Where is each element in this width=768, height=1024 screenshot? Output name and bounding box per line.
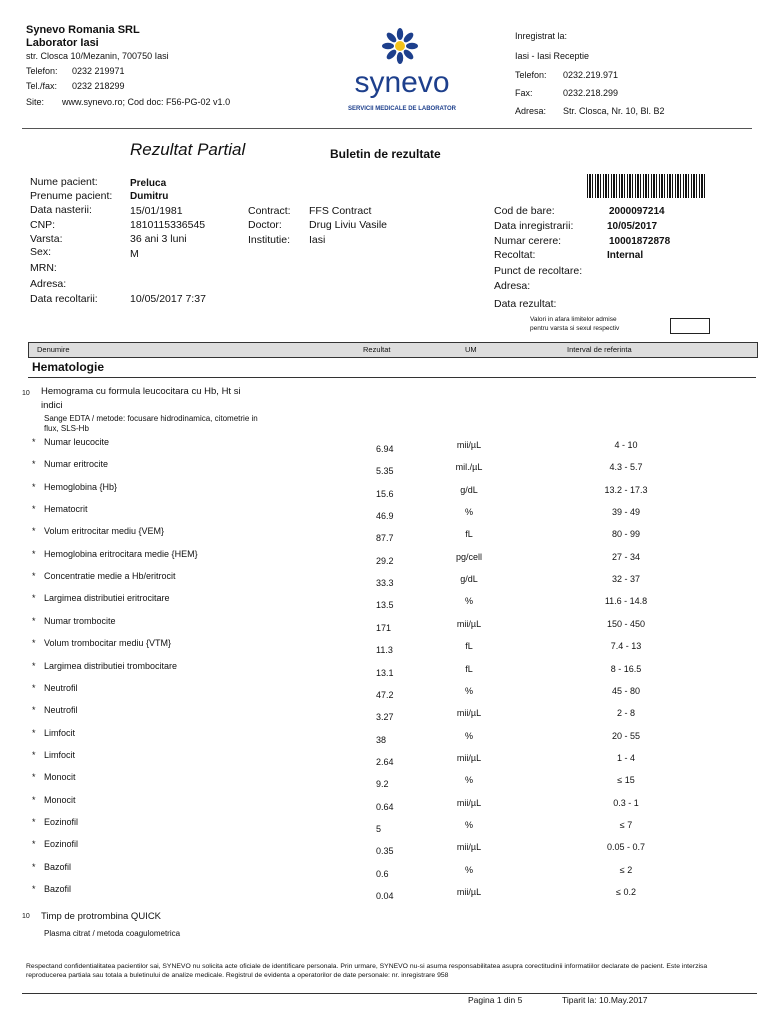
- result-unit: mii/µL: [456, 797, 482, 808]
- table-row: [0, 750, 768, 772]
- result-name: Largimea distributiei eritrocitare: [44, 593, 170, 604]
- result-star: *: [32, 682, 36, 693]
- patient-firstname-label: Prenume pacient:: [30, 190, 113, 202]
- confidentiality-note: Respectand confidentialitatea pacientilor sai, SYNEVO nu solicita acte oficiale de identificare personala. Prin urmare, SYNEVO nu-si asuma responsabilitatea asupra corectitudinii informatiilor declarate de pacient. Este interzisa reproducerea partiala sau totala a buletinului de analize medicale. Registrul de evidenta a operatorilor de date personale: nr. inregistrare 958: [26, 963, 708, 979]
- result-range: 45 - 80: [611, 685, 641, 696]
- result-value: 87.7: [376, 533, 394, 544]
- barcode-label: Cod de bare:: [494, 205, 555, 217]
- result-range: 1 - 4: [616, 752, 635, 763]
- registered-address-label: Adresa:: [515, 106, 547, 116]
- result-value: 3.27: [376, 712, 394, 723]
- result-name: Numar trombocite: [44, 615, 116, 626]
- patient-sex: M: [130, 248, 139, 260]
- test1-method-line1: Sange EDTA / metode: focusare hidrodinamica, citometrie in: [44, 414, 258, 423]
- result-unit: fL: [465, 641, 473, 652]
- test2-method: Plasma citrat / metoda coagulometrica: [44, 929, 181, 938]
- logo-tagline: SERVICII MEDICALE DE LABORATOR: [347, 106, 457, 112]
- barcode-image: [587, 174, 707, 198]
- result-unit: mii/µL: [456, 618, 482, 629]
- result-unit: mii/µL: [456, 440, 482, 450]
- ref-legend-box: [670, 318, 710, 334]
- result-unit: mii/µL: [456, 708, 482, 719]
- result-name: Hemoglobina eritrocitara medie {HEM}: [44, 548, 198, 559]
- table-row: [0, 772, 768, 794]
- barcode-value: 2000097214: [609, 206, 665, 217]
- result-star: *: [32, 504, 36, 515]
- result-unit: %: [464, 819, 473, 830]
- result-value: 29.2: [376, 555, 394, 566]
- test1-name-line1: Hemograma cu formula leucocitara cu Hb, Ht si: [41, 386, 241, 397]
- ref-note-line2: pentru varsta si sexul respectiv: [530, 325, 620, 332]
- result-star: *: [32, 571, 36, 582]
- registered-phone: 0232.219.971: [563, 70, 619, 80]
- patient-cnp-label: CNP:: [30, 219, 56, 231]
- table-row: [0, 839, 768, 861]
- result-unit: %: [464, 730, 473, 741]
- doctor-value: Drug Liviu Vasile: [309, 219, 388, 231]
- collected-label: Recoltat:: [494, 249, 536, 261]
- table-row: [0, 482, 768, 504]
- institution-label: Institutie:: [248, 234, 291, 246]
- registered-location: Iasi - Iasi Receptie: [515, 51, 590, 61]
- result-name: Limfocit: [44, 727, 76, 738]
- result-value: 6.94: [376, 444, 394, 454]
- result-range: 80 - 99: [611, 529, 641, 540]
- lab-phone: 0232 219971: [72, 66, 125, 76]
- result-name: Limfocit: [44, 749, 76, 760]
- patient-collect-date: 10/05/2017 7:37: [130, 293, 206, 305]
- result-star: *: [32, 794, 36, 805]
- result-value: 11.3: [376, 645, 393, 656]
- result-name: Largimea distributiei trombocitare: [44, 660, 178, 671]
- result-range: 4.3 - 5.7: [609, 462, 643, 473]
- results-column-header: [28, 342, 758, 358]
- table-row: [0, 661, 768, 683]
- lab-name: Laborator Iasi: [26, 37, 99, 49]
- result-unit: %: [464, 685, 473, 696]
- patient-firstname: Dumitru: [130, 191, 169, 202]
- result-value: 33.3: [376, 578, 394, 589]
- doctor-label: Doctor:: [248, 219, 282, 231]
- footer-divider: [22, 993, 757, 994]
- logo-brand: synevo: [354, 66, 450, 99]
- lab-site-label: Site:: [26, 97, 45, 107]
- lab-phone-label: Telefon:: [26, 66, 58, 76]
- result-star: *: [32, 660, 36, 671]
- result-range: ≤ 0.2: [616, 887, 636, 897]
- contract-label: Contract:: [248, 205, 291, 217]
- result-name: Volum trombocitar mediu {VTM}: [44, 638, 172, 649]
- result-name: Neutrofil: [44, 705, 78, 716]
- result-unit: %: [464, 775, 473, 786]
- table-row: [0, 638, 768, 660]
- result-unit: mii/µL: [456, 752, 482, 763]
- result-name: Volum eritrocitar mediu {VEM}: [44, 526, 165, 537]
- result-range: 27 - 34: [611, 551, 641, 562]
- result-unit: fL: [465, 529, 473, 540]
- registered-fax-label: Fax:: [515, 88, 533, 98]
- result-range: 2 - 8: [616, 708, 635, 719]
- registration-date-label: Data inregistrarii:: [494, 220, 574, 232]
- result-value: 46.9: [376, 511, 394, 522]
- request-number-label: Numar cerere:: [494, 235, 562, 247]
- table-row: [0, 884, 768, 906]
- result-unit: g/dL: [460, 484, 478, 495]
- result-unit: fL: [465, 663, 473, 674]
- result-date-label: Data rezultat:: [494, 298, 557, 310]
- page-number: Pagina 1 din 5: [468, 995, 523, 1005]
- result-value: 5.35: [376, 466, 394, 477]
- result-star: *: [32, 615, 36, 626]
- result-unit: mil./µL: [455, 462, 483, 473]
- result-star: *: [32, 593, 36, 604]
- result-name: Concentratie medie a Hb/eritrocit: [44, 571, 176, 582]
- patient-mrn-label: MRN:: [30, 262, 57, 274]
- result-value: 38: [376, 734, 387, 745]
- result-range: 0.3 - 1: [613, 797, 639, 808]
- document-title: Rezultat Partial: [130, 140, 246, 159]
- table-row: [0, 817, 768, 839]
- patient-sex-label: Sex:: [30, 246, 52, 258]
- registered-fax: 0232.218.299: [563, 88, 619, 98]
- result-value: 5: [376, 823, 382, 834]
- result-value: 171: [376, 622, 392, 633]
- result-name: Neutrofil: [44, 682, 78, 693]
- result-name: Monocit: [44, 794, 76, 805]
- test2-code: 10: [22, 913, 30, 920]
- result-range: 4 - 10: [614, 440, 638, 450]
- registration-date: 10/05/2017: [607, 221, 658, 232]
- result-range: 32 - 37: [611, 574, 641, 585]
- result-value: 13.5: [376, 600, 394, 611]
- result-star: *: [32, 459, 36, 470]
- result-unit: mii/µL: [456, 842, 482, 853]
- result-range: 7.4 - 13: [610, 641, 642, 652]
- contract-value: FFS Contract: [309, 205, 372, 217]
- result-unit: pg/cell: [455, 551, 482, 562]
- result-range: ≤ 2: [619, 864, 633, 875]
- test1-method-line2: flux, SLS-Hb: [44, 424, 89, 433]
- result-value: 15.6: [376, 488, 394, 499]
- result-unit: g/dL: [460, 574, 478, 585]
- result-unit: %: [464, 596, 473, 607]
- result-star: *: [32, 481, 36, 492]
- registered-address: Str. Closca, Nr. 10, Bl. B2: [563, 106, 665, 116]
- request-number: 10001872878: [609, 236, 671, 247]
- registered-phone-label: Telefon:: [515, 70, 547, 80]
- result-star: *: [32, 638, 36, 649]
- result-unit: %: [464, 864, 473, 875]
- result-value: 0.04: [376, 891, 394, 901]
- result-range: 0.05 - 0.7: [606, 842, 646, 853]
- result-range: ≤ 15: [617, 775, 635, 786]
- table-row: [0, 795, 768, 817]
- result-range: ≤ 7: [619, 819, 633, 830]
- result-star: *: [32, 727, 36, 738]
- result-star: *: [32, 884, 36, 894]
- table-row: [0, 616, 768, 638]
- result-name: Eozinofil: [44, 816, 79, 827]
- result-star: *: [32, 705, 36, 716]
- patient-name-label: Nume pacient:: [30, 176, 98, 188]
- collection-point-label: Punct de recoltare:: [494, 265, 583, 277]
- result-star: *: [32, 839, 36, 850]
- table-row: [0, 728, 768, 750]
- result-value: 0.6: [376, 868, 389, 879]
- collected-value: Internal: [607, 250, 644, 261]
- test2-name: Timp de protrombina QUICK: [41, 911, 162, 922]
- result-range: 150 - 450: [606, 618, 646, 629]
- registered-label: Inregistrat la:: [515, 31, 568, 41]
- result-star: *: [32, 526, 36, 537]
- print-date: Tiparit la: 10.May.2017: [562, 995, 648, 1005]
- result-range: 20 - 55: [611, 730, 641, 741]
- lab-site: www.synevo.ro; Cod doc: F56-PG-02 v1.0: [62, 97, 231, 107]
- patient-birth: 15/01/1981: [130, 205, 183, 217]
- section-title: Hematologie: [32, 360, 105, 374]
- table-row: [0, 593, 768, 615]
- lab-fax: 0232 218299: [72, 81, 125, 91]
- result-range: 39 - 49: [611, 507, 641, 518]
- ref-note-line1: Valori in afara limitelor admise: [530, 316, 617, 323]
- section-divider: [28, 377, 756, 378]
- result-value: 0.64: [376, 801, 394, 812]
- result-unit: %: [464, 507, 473, 518]
- result-range: 8 - 16.5: [610, 663, 642, 674]
- result-name: Numar eritrocite: [44, 459, 109, 470]
- result-name: Hematocrit: [44, 504, 88, 515]
- lab-address: str. Closca 10/Mezanin, 700750 Iasi: [26, 51, 169, 61]
- result-star: *: [32, 437, 36, 447]
- patient-name: Preluca: [130, 178, 167, 189]
- result-name: Eozinofil: [44, 839, 79, 850]
- col-result: Rezultat: [363, 345, 391, 354]
- company-name: Synevo Romania SRL: [26, 24, 140, 36]
- patient-age-label: Varsta:: [30, 233, 63, 245]
- patient-birth-label: Data nasterii:: [30, 204, 92, 216]
- result-star: *: [32, 861, 36, 872]
- result-name: Monocit: [44, 772, 76, 783]
- institution-value: Iasi: [309, 234, 326, 246]
- table-row: [0, 526, 768, 548]
- patient-collect-label: Data recoltarii:: [30, 293, 98, 305]
- table-row: [0, 459, 768, 481]
- result-star: *: [32, 548, 36, 559]
- order-address-label: Adresa:: [494, 280, 531, 292]
- sun-flower-icon: [382, 28, 418, 64]
- table-row: [0, 862, 768, 884]
- result-star: *: [32, 749, 36, 760]
- result-value: 0.35: [376, 846, 394, 857]
- col-name: Denumire: [37, 345, 70, 354]
- table-row: [0, 437, 768, 459]
- result-value: 47.2: [376, 689, 394, 700]
- table-row: [0, 705, 768, 727]
- result-star: *: [32, 816, 36, 827]
- table-row: [0, 504, 768, 526]
- result-range: 13.2 - 17.3: [604, 484, 648, 495]
- result-star: *: [32, 772, 36, 783]
- test1-name-line2: indici: [41, 400, 63, 411]
- synevo-logo: [340, 26, 465, 118]
- result-value: 9.2: [376, 779, 389, 790]
- result-unit: mii/µL: [456, 887, 482, 897]
- table-row: [0, 683, 768, 705]
- result-name: Numar leucocite: [44, 437, 110, 447]
- result-range: 11.6 - 14.8: [604, 596, 648, 607]
- col-range: Interval de referinta: [567, 345, 632, 354]
- result-value: 13.1: [376, 667, 394, 678]
- col-um: UM: [465, 345, 477, 354]
- patient-age: 36 ani 3 luni: [130, 233, 187, 245]
- patient-address-label: Adresa:: [30, 278, 67, 290]
- result-name: Bazofil: [44, 861, 72, 872]
- test1-code: 10: [22, 390, 30, 397]
- result-name: Hemoglobina {Hb}: [44, 481, 118, 492]
- result-name: Bazofil: [44, 884, 72, 894]
- result-value: 2.64: [376, 756, 394, 767]
- lab-fax-label: Tel./fax:: [26, 81, 58, 91]
- document-subtitle: Buletin de rezultate: [330, 147, 441, 161]
- header-divider: [22, 128, 752, 129]
- patient-cnp: 1810115336545: [130, 219, 206, 231]
- table-row: [0, 549, 768, 571]
- table-row: [0, 571, 768, 593]
